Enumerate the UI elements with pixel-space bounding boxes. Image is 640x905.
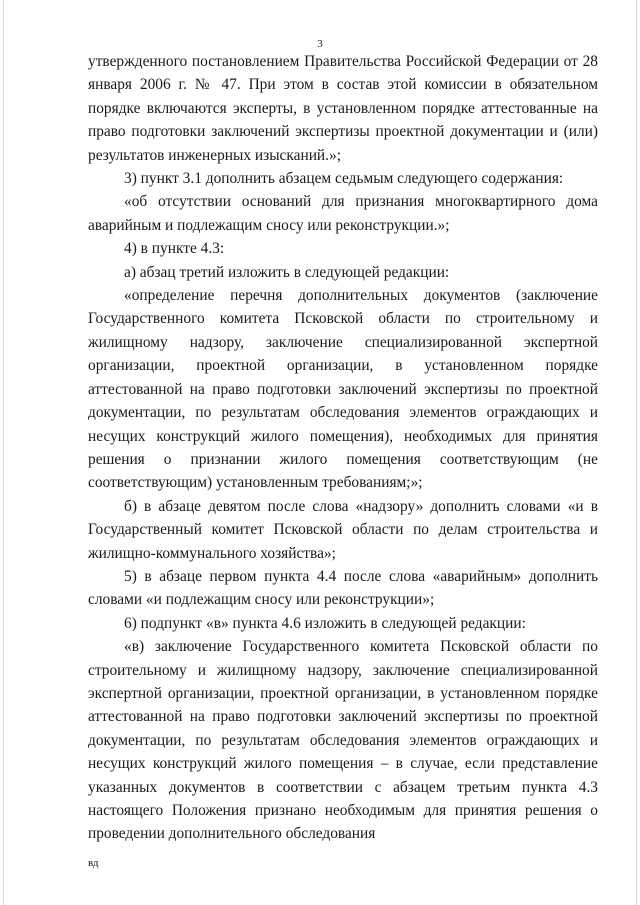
page-number: 3 bbox=[317, 38, 323, 50]
paragraph-item-6: 6) подпункт «в» пункта 4.6 изложить в следующей редакции: bbox=[124, 614, 526, 632]
paragraph-quote-6: «в) заключение Государственного комитета Псковской области по строительному и жилищному надзору, заключение специализированной экспертной организации, проектной организации, в установленном порядке аттестованной на право подготовки заключений экспертизы по проектной документации, по результатам обследования элементов ограждающих и несущих конструкций жилого помещения – в случае, если представление указанных документов в соответствии с абзацем третьим пункта 4.3 настоящего Положения признано необходимым для принятия решения о проведении дополнительного обследования bbox=[88, 638, 598, 843]
paragraph-item-5: 5) в абзаце первом пункта 4.4 после слова «аварийным» дополнить словами «и подлежащим сносу или реконструкции»; bbox=[88, 567, 598, 609]
paragraph-item-4a: а) абзац третий изложить в следующей редакции: bbox=[124, 263, 450, 281]
paragraph-continuation: утвержденного постановлением Правительства Российской Федерации от 28 января 2006 г. № 47. При этом в состав этой комиссии в обязательном порядке включаются эксперты, в установленном порядке аттестованные на право подготовки заключений экспертизы проектной документации и (или) результатов инженерных изысканий.»; bbox=[88, 53, 598, 164]
footer-initials: вд bbox=[88, 857, 99, 869]
document-body bbox=[88, 50, 598, 846]
scan-edge-right bbox=[636, 0, 637, 905]
paragraph-item-4b: б) в абзаце девятом после слова «надзору» дополнить словами «и в Государственный комитет Псковской области по делам строительства и жилищно-коммунального хозяйства»; bbox=[88, 497, 598, 562]
paragraph-item-4: 4) в пункте 4.3: bbox=[124, 240, 225, 258]
scan-edge-left bbox=[3, 0, 4, 905]
paragraph-quote-4a: «определение перечня дополнительных документов (заключение Государственного комитета Псковской области по строительному и жилищному надзору, заключение специализированной экспертной организации, проектной организации, в установленном порядке аттестованной на право подготовки заключений экспертизы по проектной документации, по результатам обследования элементов ограждающих и несущих конструкций жилого помещения), необходимых для принятия решения о признании жилого помещения соответствующим (не соответствующим) установленным требованиям;»; bbox=[88, 287, 598, 492]
paragraph-item-3: 3) пункт 3.1 дополнить абзацем седьмым следующего содержания: bbox=[124, 170, 564, 188]
paragraph-quote-3: «об отсутствии оснований для признания многоквартирного дома аварийным и подлежащим сносу или реконструкции.»; bbox=[88, 193, 598, 234]
